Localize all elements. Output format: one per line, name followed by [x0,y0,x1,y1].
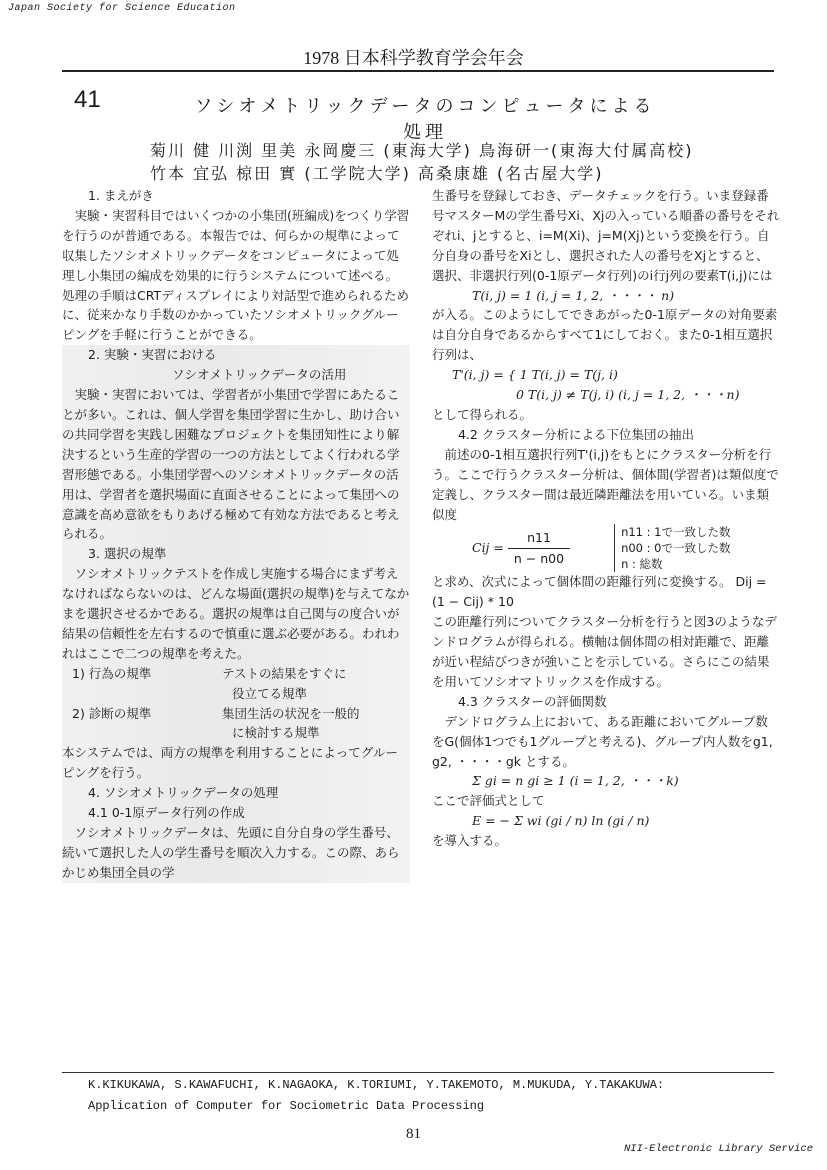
section-3-block [62,544,410,783]
rule-2-desc-1: 集団生活の状況を一般的 [222,705,360,721]
section-2-heading: 2. 実験・実習における [88,347,217,363]
section-4-3-body: デンドログラム上において、ある距離においてグループ数をG(個体1つでも1グループと考える)、グループ内人数をg1, g2, ・・・・gk とする。 [432,713,773,769]
section-3-tail: 本システムでは、両方の規準を利用することによってグルーピングを行う。 [62,745,398,781]
society-header: Japan Society for Science Education [8,3,236,14]
equation-2b: 0 T(i, j) ≠ T(j, i) (i, j = 1, 2, ・・・n) [516,387,740,403]
equation-1: T(i, j) = 1 (i, j = 1, 2, ・・・・ n) [472,287,675,303]
right-paragraph-7: を導入する。 [432,833,508,849]
conference-title: 1978 日本科学教育学会年会 [303,48,524,68]
section-4-heading: 4. ソシオメトリックデータの処理 [88,785,279,801]
left-column [62,186,410,883]
section-4-2-body: 前述の0-1相互選択行列T'(i,j)をもとにクラスター分析を行う。ここで行うクラスター分析は、個体間(学習者)は類似度で定義し、クラスター間は最近隣距離法を用いている。いま類似度 [432,446,779,522]
rule-2 [62,704,410,744]
rule-1 [62,664,410,704]
equation-2a: T'(i, j) = { 1 T(i, j) = T(j, i) [452,367,618,383]
equation-4: E = − Σ wi (gi / n) ln (gi / n) [472,813,650,829]
section-4-3-heading: 4.3 クラスターの評価関数 [458,693,607,709]
section-1-body: 実験・実習科目ではいくつかの小集団(班編成)をつくり学習を行うのが普通である。本報告では、何らかの規準によって収集したソシオメトリックデータをコンピュータによって処理し小集団の編成を効果的に行うシステムについて述べる。処理の手順はCRTディスプレイにより対話型で進められるために、従来かなり手数のかかっていたソシオメトリックグルーピングを手軽に行うことができる。 [62,207,410,343]
rule-1-label: 1) 行為の規準 [72,665,152,681]
authors-line-2: 竹本 宜弘 椋田 實 (工学院大学) 高桑康雄 (名古屋大学) [150,164,604,183]
right-paragraph-4: と求め、次式によって個体間の距離行列に変換する。 Dij = (1 − Cij) * 10 [432,574,767,610]
right-paragraph-1: 生番号を登録しておき、データチェックを行う。いま登録番号マスターMの学生番号Xi、Xjの入っている順番の番号をそれぞれi、jとすると、i=M(Xi)、j=M(Xj)という変換を行う。自分自身の番号をXiとし、選択された人の番号をXjとすると、選択、非選択行列(0-1原データ行列)のi行j列の要素T(i,j)には [432,188,780,283]
cij-numerator: n11 [508,528,570,549]
section-3-body: ソシオメトリックテストを作成し実施する場合にまず考えなければならないのは、どんな場面(選択の規準)を与えてなかまを選択させるかである。選択の規準は自己関与の度合いが結果の信頼性を左右するので慎重に選ぶ必要がある。われわれはここで二つの規準を考えた。 [62,566,410,661]
section-2-block [62,345,410,544]
rule-1-desc-1: テストの結果をすぐに [222,665,347,681]
english-authors: K.KIKUKAWA, S.KAWAFUCHI, K.NAGAOKA, K.TORIUMI, Y.TAKEMOTO, M.MUKUDA, Y.TAKAKUWA: [88,1078,665,1092]
rule-1-desc-2: 役立てる規準 [232,685,308,701]
authors-line-1: 菊川 健 川渕 里美 永岡慶三 (東海大学) 鳥海研一(東海大付属高校) [150,141,694,160]
section-4-1-heading: 4.1 0-1原データ行列の作成 [88,805,245,821]
library-footer: NII-Electronic Library Service [623,1143,813,1155]
section-2-body: 実験・実習においては、学習者が小集団で学習にあたることが多い。これは、個人学習を集団学習に生かし、助け合いの共同学習を実践し困難なプロジェクトを集団知性により解決するという生産的学習の一つの方法としてよく行われる学習形態である。小集団学習へのソシオメトリックデータの活用は、学習者を選択場面に直面させることによって集団への意識を高め意欲をもりあげる極めて有効な方法であると考えられる。 [62,387,400,542]
section-1-heading: 1. まえがき [88,188,154,203]
cij-fraction [508,528,570,569]
paper-title: ソシオメトリックデータのコンピュータによる処理 [194,96,656,143]
similarity-formula [432,524,780,572]
section-4-block [62,783,410,883]
rule-2-label: 2) 診断の規準 [72,705,152,721]
right-paragraph-6: ここで評価式として [432,793,545,809]
english-title: Application of Computer for Sociometric Data Processing [88,1099,485,1113]
cij-lhs: Cij = [472,540,504,556]
paper-number: 41 [74,86,101,113]
legend-n: n : 総数 [621,557,663,572]
section-2-subheading: ソシオメトリックデータの活用 [172,367,347,383]
right-paragraph-2: が入る。このようにしてできあがった0-1原データの対角要素は自分自身であるからすべて1にしておく。また0-1相互選択行列は、 [432,307,778,363]
cij-legend [614,524,730,572]
right-paragraph-3: として得られる。 [432,406,533,422]
section-4-1-body: ソシオメトリックデータは、先頭に自分自身の学生番号、続いて選択した人の学生番号を順次入力する。この際、あらかじめ集団全員の学 [62,825,400,880]
right-paragraph-5: この距離行列についてクラスター分析を行うと図3のようなデンドログラムが得られる。横軸は個体間の相対距離で、距離が近い程結びつきが強いことを示している。さらにこの結果を用いてソシオマトリックスを作成する。 [432,614,777,689]
bottom-rule [62,1072,774,1073]
section-3-heading: 3. 選択の規準 [88,546,167,562]
equation-3: Σ gi = n gi ≥ 1 (i = 1, 2, ・・・k) [472,773,679,789]
right-column [432,186,780,851]
top-rule [62,70,774,72]
legend-n00: n00 : 0で一致した数 [621,541,731,556]
section-4-2-heading: 4.2 クラスター分析による下位集団の抽出 [458,426,694,442]
rule-2-desc-2: に検討する規準 [232,725,320,741]
legend-n11: n11 : 1で一致した数 [621,525,731,540]
cij-denominator: n − n00 [513,550,565,566]
page-number: 81 [406,1126,421,1142]
